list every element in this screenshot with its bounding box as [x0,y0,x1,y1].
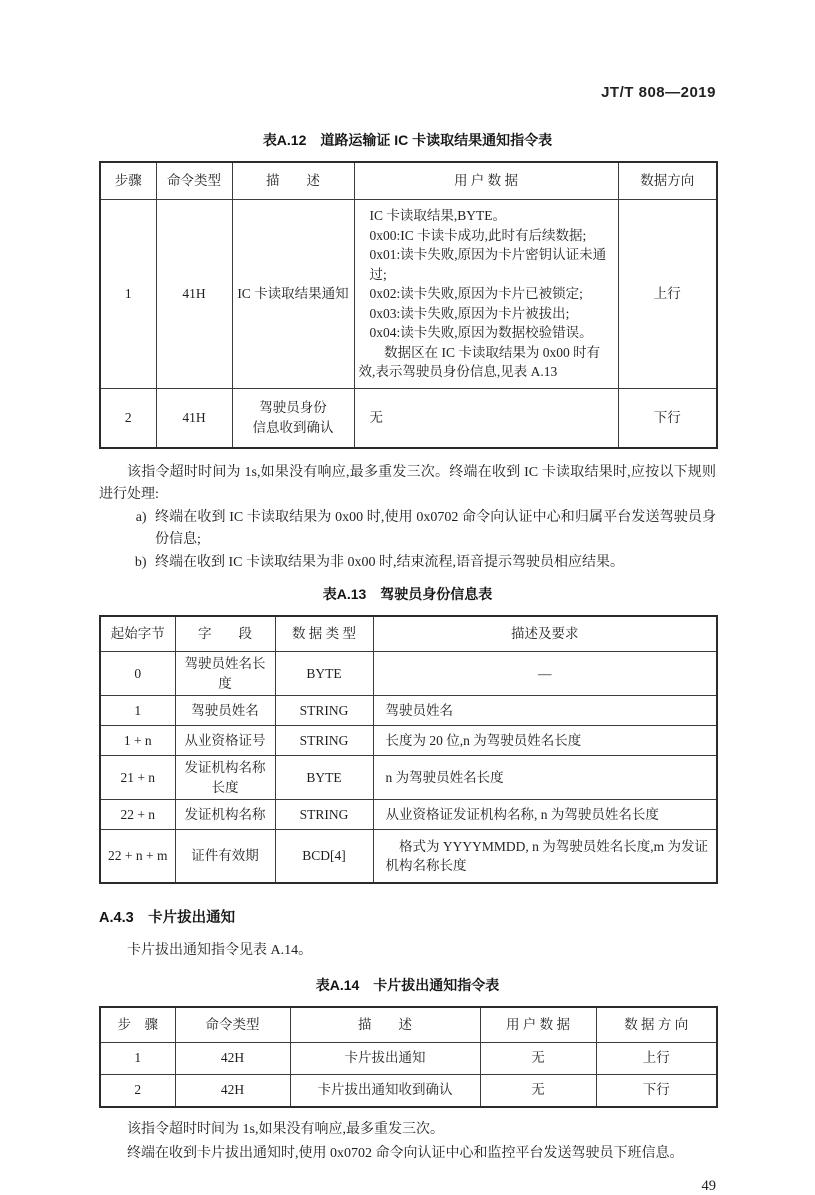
table-row [100,830,717,884]
cell-description: 卡片拔出通知 [290,1042,480,1074]
cell-direction: 上行 [618,200,717,389]
header-cell-user-data: 用 户 数 据 [480,1007,596,1043]
cell-field: 从业资格证号 [175,726,275,756]
cell-field: 驾驶员姓名 [175,696,275,726]
cell-cmd-type: 41H [156,200,232,389]
table-a12-caption-text: 道路运输证 IC 卡读取结果通知指令表 [320,132,553,148]
doc-code: JT/T 808—2019 [601,84,716,101]
table-a13-caption-label: 表A.13 [322,586,367,602]
cell-description [232,388,354,448]
table-a14-caption-text: 卡片拔出通知指令表 [373,976,500,993]
header-cell-step: 步 骤 [100,1007,175,1043]
cell-direction: 下行 [618,388,717,448]
table-a13-caption-text: 驾驶员身份信息表 [380,586,493,602]
cell-data-type: STRING [275,696,373,726]
header-cell-cmd-type: 命令类型 [175,1007,290,1043]
user-data-line: 0x02:读卡失败,原因为卡片已被锁定; [369,286,583,301]
cell-step: 1 [100,200,156,389]
table-row [100,1074,717,1107]
user-data-line: 无 [369,409,383,425]
header-cell-start-byte: 起始字节 [100,616,175,652]
header-cell-field: 字 段 [175,616,275,652]
cell-user-data [354,200,618,389]
header-cell-description: 描 述 [232,162,354,200]
cell-requirements: — [373,652,717,696]
cell-start-byte: 22 + n [100,800,175,830]
table-a13 [99,615,718,884]
user-data-line: 0x00:IC 卡读卡成功,此时有后续数据; [369,227,587,243]
section-title: 卡片拔出通知 [148,910,236,926]
cell-field: 发证机构名称 [175,800,275,830]
user-data-line: IC 卡读取结果,BYTE。 [369,208,506,223]
list-item-text: 终端在收到 IC 卡读取结果为 0x00 时,使用 0x0702 命令向认证中心和归属平台发送驾驶员身份信息; [154,509,716,547]
header-cell-direction: 数据方向 [618,162,717,200]
table-row [100,652,717,696]
table-row [100,388,717,448]
paragraph: 该指令超时时间为 1s,如果没有响应,最多重发三次。终端在收到 IC 卡读取结果时,应按以下规则进行处理: [99,464,716,502]
cell-user-data [354,388,618,448]
header-cell-direction: 数 据 方 向 [596,1007,717,1043]
table-row [100,1042,717,1074]
user-data-line: 0x03:读卡失败,原因为卡片被拔出; [369,305,570,321]
cell-requirements: 格式为 YYYYMMDD, n 为驾驶员姓名长度,m 为发证机构名称长度 [373,830,717,884]
cell-user-data: 无 [480,1042,596,1074]
cell-direction: 下行 [596,1074,717,1107]
table-a12 [99,161,718,449]
header-cell-requirements: 描述及要求 [373,616,717,652]
description-line: 驾驶员身份 [259,400,327,415]
list-item-label: a) [135,509,147,525]
cell-field: 发证机构名称长度 [175,756,275,800]
list-item-text: 终端在收到 IC 卡读取结果为非 0x00 时,结束流程,语音提示驾驶员相应结果。 [154,554,624,570]
cell-requirements: 长度为 20 位,n 为驾驶员姓名长度 [373,726,717,756]
closing-paragraph: 该指令超时时间为 1s,如果没有响应,最多重发三次。 [127,1121,444,1137]
cell-cmd-type: 42H [175,1074,290,1107]
cell-step: 1 [100,1042,175,1074]
table-a14-caption-label: 表A.14 [315,976,360,993]
list-item-label: b) [134,554,147,570]
cell-start-byte: 22 + n + m [100,830,175,884]
list-item [99,507,716,552]
cell-description: 卡片拔出通知收到确认 [290,1074,480,1107]
table-a12-caption [99,130,716,150]
user-data-line: 0x04:读卡失败,原因为数据校验错误。 [369,325,593,340]
table-row [100,696,717,726]
cell-start-byte: 1 + n [100,726,175,756]
cell-cmd-type: 41H [156,388,232,448]
cell-step: 2 [100,1074,175,1107]
section-number: A.4.3 [99,910,134,926]
page-number: 49 [701,1177,716,1194]
table-a12-header-row [100,162,717,200]
cell-data-type: STRING [275,800,373,830]
header-cell-step: 步骤 [100,162,156,200]
cell-step: 2 [100,388,156,448]
table-row [100,756,717,800]
cell-requirements: 驾驶员姓名 [373,696,717,726]
header-cell-data-type: 数 据 类 型 [275,616,373,652]
cell-data-type: BCD[4] [275,830,373,884]
cell-cmd-type: 42H [175,1042,290,1074]
table-a12-caption-label: 表A.12 [262,132,307,148]
cell-requirements: 从业资格证发证机构名称, n 为驾驶员姓名长度 [373,800,717,830]
cell-field: 证件有效期 [175,830,275,884]
table-row [100,200,717,389]
table-a13-caption [99,584,716,604]
closing-paragraphs [99,1118,716,1166]
table-a13-header-row [100,616,717,652]
section-intro: 卡片拔出通知指令见表 A.14。 [127,943,313,958]
cell-description: IC 卡读取结果通知 [232,200,354,389]
cell-start-byte: 0 [100,652,175,696]
header-cell-cmd-type: 命令类型 [156,162,232,200]
cell-data-type: BYTE [275,756,373,800]
cell-start-byte: 21 + n [100,756,175,800]
header-cell-description: 描 述 [290,1007,480,1043]
cell-requirements: n 为驾驶员姓名长度 [373,756,717,800]
user-data-note: 数据区在 IC 卡读取结果为 0x00 时有效,表示驾驶员身份信息,见表 A.13 [358,344,601,379]
user-data-line: 0x01:读卡失败,原因为卡片密钥认证未通过; [369,247,607,282]
section-heading-a43 [99,906,716,927]
cell-field: 驾驶员姓名长度 [175,652,275,696]
table-row [100,800,717,830]
header-cell-user-data: 用 户 数 据 [354,162,618,200]
cell-start-byte: 1 [100,696,175,726]
list-item [99,552,716,575]
cell-data-type: STRING [275,726,373,756]
lettered-list [99,507,716,575]
table-a14-header-row [100,1007,717,1043]
table-row [100,726,717,756]
cell-data-type: BYTE [275,652,373,696]
closing-paragraph: 终端在收到卡片拔出通知时,使用 0x0702 命令向认证中心和监控平台发送驾驶员下班信息。 [127,1145,684,1161]
cell-direction: 上行 [596,1042,717,1074]
table-a14 [99,1006,718,1108]
table-a14-caption [99,975,716,995]
cell-user-data: 无 [480,1074,596,1107]
description-line: 信息收到确认 [252,419,334,435]
